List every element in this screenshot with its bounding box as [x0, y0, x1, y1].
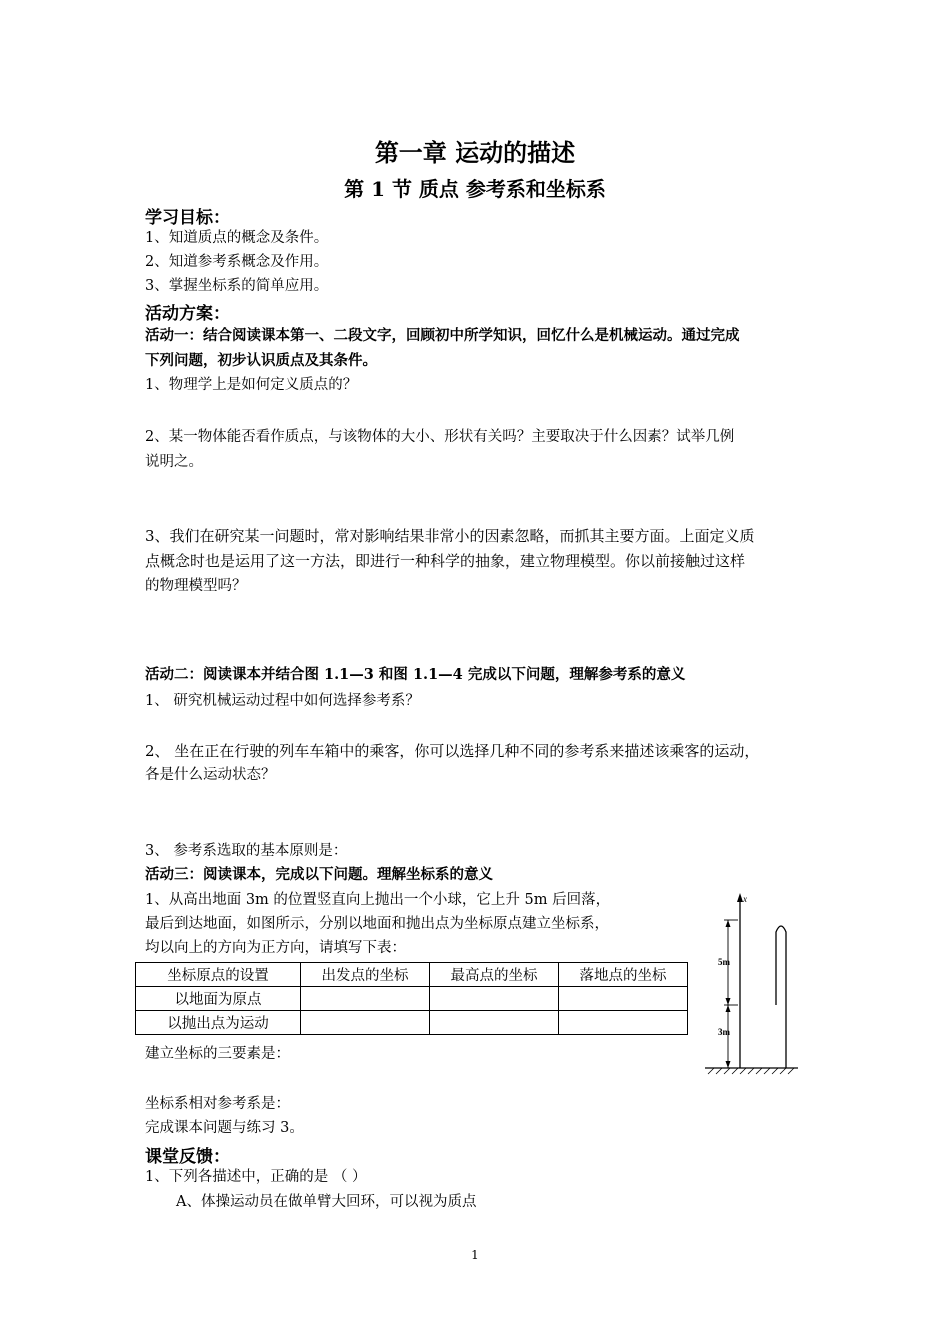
feedback-option-a: A、体操运动员在做单臂大回环，可以视为质点 [176, 1194, 477, 1210]
activity2-q3: 3、 参考系选取的基本原则是： [145, 843, 348, 859]
plan-heading: 活动方案： [145, 304, 230, 324]
table-cell: 以地面为原点 [136, 987, 301, 1011]
table-header: 出发点的坐标 [301, 963, 430, 987]
goal-item: 2、知道参考系概念及作用。 [145, 254, 329, 270]
table-cell-blank [301, 1011, 430, 1035]
activity1-q3: 3、我们在研究某一问题时，常对影响结果非常小的因素忽略，而抓其主要方面。上面定义质 [145, 527, 755, 545]
table-cell-blank [559, 1011, 688, 1035]
activity2-q2-cont: 各是什么运动状态？ [145, 767, 276, 783]
activity1-q2-cont: 说明之。 [145, 454, 203, 470]
goal-item: 1、知道质点的概念及条件。 [145, 230, 329, 246]
coordinate-table [135, 962, 688, 1035]
activity1-intro-cont: 下列问题，初步认识质点及其条件。 [145, 352, 377, 369]
coordinate-elements: 建立坐标的三要素是： [145, 1046, 290, 1062]
exercise-note: 完成课本问题与练习 3。 [145, 1120, 304, 1136]
section-title: 第 1 节 质点 参考系和坐标系 [344, 177, 606, 201]
activity3-q1: 1、从高出地面 3m 的位置竖直向上抛出一个小球，它上升 5m 后回落， [145, 892, 611, 908]
table-header: 坐标原点的设置 [136, 963, 301, 987]
goal-item: 3、掌握坐标系的简单应用。 [145, 278, 329, 294]
goals-heading: 学习目标： [145, 208, 230, 228]
table-cell-blank [430, 987, 559, 1011]
feedback-heading: 课堂反馈： [145, 1147, 230, 1167]
height-5m-label: 5m [718, 957, 730, 967]
height-3m-label: 3m [718, 1027, 730, 1037]
activity3-q1-cont2: 均以向上的方向为正方向，请填写下表： [145, 940, 406, 956]
table-cell: 以抛出点为运动 [136, 1011, 301, 1035]
activity2-intro: 活动二：阅读课本并结合图 1.1—3 和图 1.1—4 完成以下问题，理解参考系的意义 [145, 666, 686, 683]
coordinate-relative: 坐标系相对参考系是： [145, 1096, 290, 1112]
table-row [136, 1011, 688, 1035]
table-row [136, 987, 688, 1011]
table-cell-blank [559, 987, 688, 1011]
activity1-q3-cont: 点概念时也是运用了这一方法，即进行一种科学的抽象，建立物理模型。你以前接触过这样 [145, 552, 746, 570]
axis-label: x [743, 894, 747, 904]
activity3-q1-cont: 最后到达地面，如图所示，分别以地面和抛出点为坐标原点建立坐标系， [145, 916, 609, 932]
activity1-q2: 2、某一物体能否看作质点，与该物体的大小、形状有关吗？主要取决于什么因素？试举几例 [145, 429, 735, 445]
page-number: 1 [471, 1248, 479, 1262]
ball-trajectory-figure [700, 890, 810, 1075]
activity2-q1: 1、 研究机械运动过程中如何选择参考系？ [145, 693, 420, 709]
activity3-intro: 活动三：阅读课本，完成以下问题。理解坐标系的意义 [145, 866, 493, 883]
activity1-intro: 活动一：结合阅读课本第一、二段文字，回顾初中所学知识，回忆什么是机械运动。通过完成 [145, 327, 740, 344]
table-cell-blank [430, 1011, 559, 1035]
table-header-row [136, 963, 688, 987]
activity1-q1: 1、物理学上是如何定义质点的？ [145, 377, 358, 393]
ground-hatching [708, 1068, 794, 1074]
trajectory-path [776, 926, 786, 1068]
activity1-q3-cont2: 的物理模型吗？ [145, 578, 247, 594]
chapter-title: 第一章 运动的描述 [374, 138, 576, 167]
table-cell-blank [301, 987, 430, 1011]
feedback-q1: 1、下列各描述中，正确的是 （ ） [145, 1169, 367, 1185]
activity2-q2: 2、 坐在正在行驶的列车车箱中的乘客，你可以选择几种不同的参考系来描述该乘客的运动， [145, 742, 760, 760]
table-header: 落地点的坐标 [559, 963, 688, 987]
table-header: 最高点的坐标 [430, 963, 559, 987]
